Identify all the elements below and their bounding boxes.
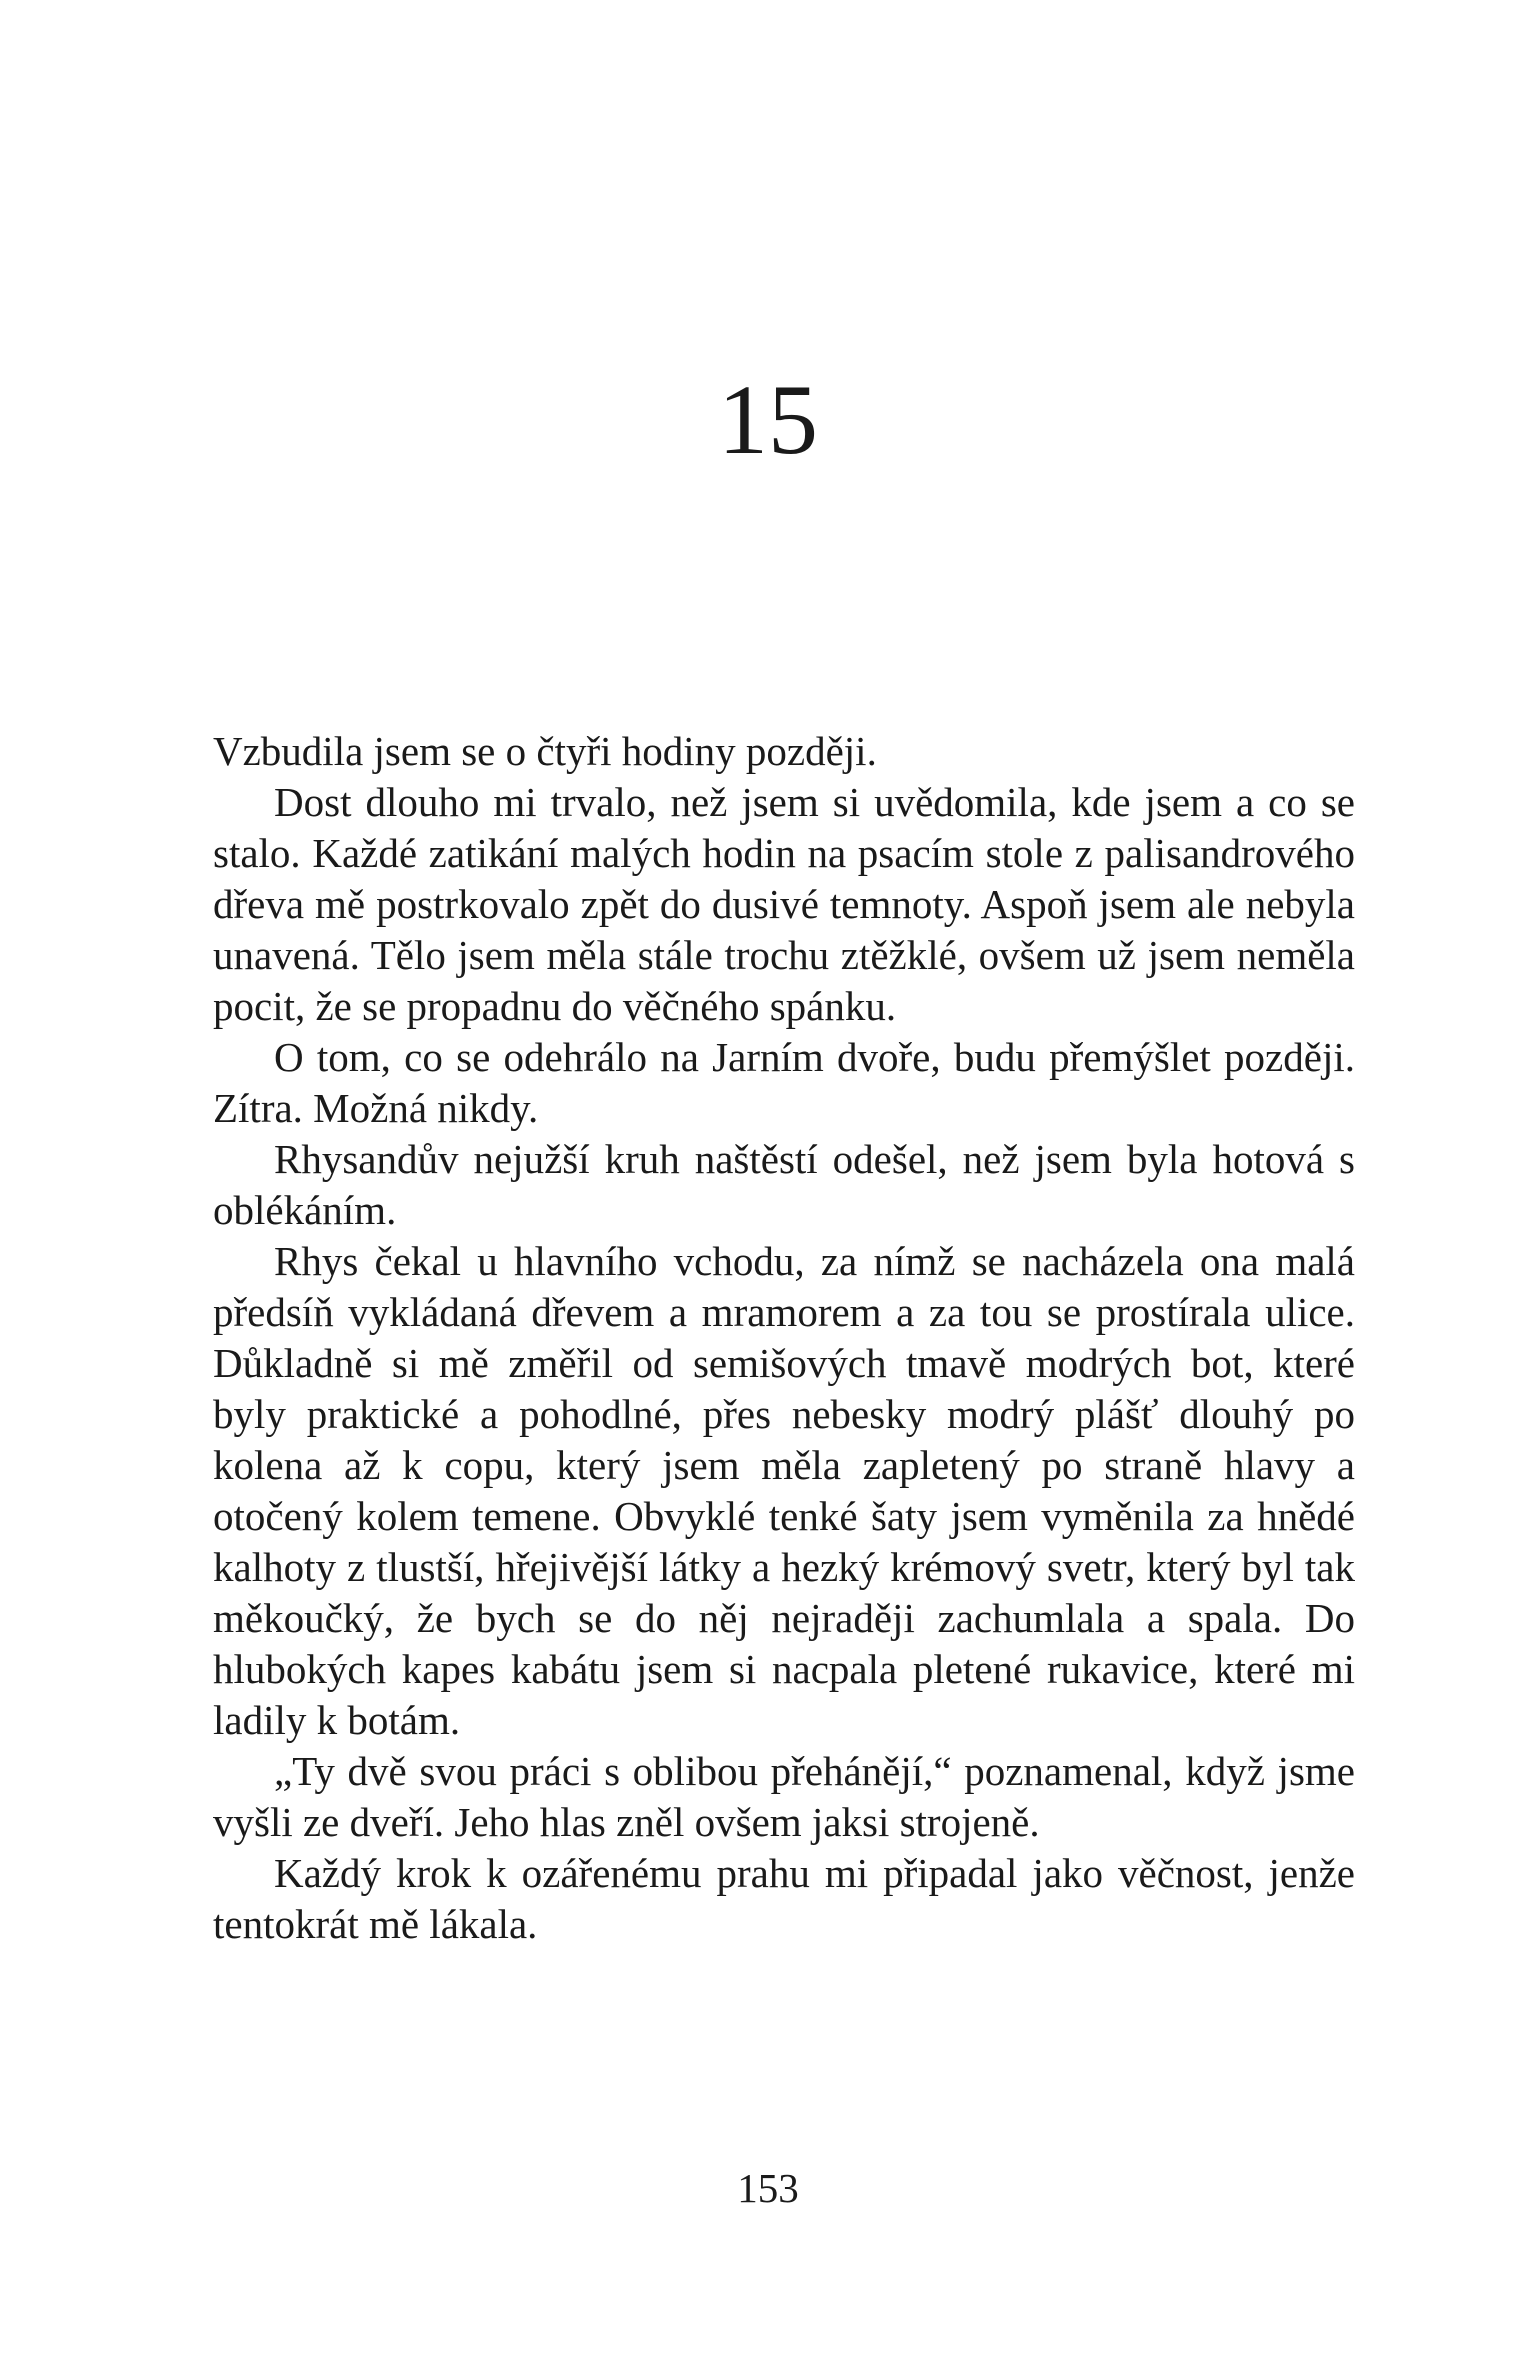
paragraph: Každý krok k ozářenému prahu mi připadal jako věčnost, jenže tentokrát mě lákala. xyxy=(213,1850,1355,1947)
paragraph: Rhys čekal u hlavního vchodu, za nímž se nacházela ona malá předsíň vykládaná dřevem a mramorem a za tou se prostírala ulice. Důkladně si mě změřil od semišových tmavě modrých bot, které byly praktické a pohodlné, přes nebesky modrý plášť dlouhý po kolena až k copu, který jsem měla zapletený po straně hlavy a otočený kolem temene. Obvyklé tenké šaty jsem vyměnila za hnědé kalhoty z tlustší, hřejivější látky a hezký krémový svetr, který byl tak měkoučký, že bych se do něj nejraději zachumlala a spala. Do hlubokých kapes kabátu jsem si nacpala pletené rukavice, které mi ladily k botám. xyxy=(213,1238,1355,1743)
chapter-number: 15 xyxy=(718,364,818,475)
paragraph: Rhysandův nejužší kruh naštěstí odešel, než jsem byla hotová s oblékáním. xyxy=(213,1136,1355,1233)
paragraph: Dost dlouho mi trvalo, než jsem si uvědomila, kde jsem a co se stalo. Každé zatikání malých hodin na psacím stole z palisandrového dřeva mě postrkovalo zpět do dusivé temnoty. Aspoň jsem ale nebyla unavená. Tělo jsem měla stále trochu ztěžklé, ovšem už jsem neměla pocit, že se propadnu do věčného spánku. xyxy=(213,779,1355,1029)
paragraph: Vzbudila jsem se o čtyři hodiny později. xyxy=(213,728,877,774)
body-text xyxy=(213,726,1355,1950)
paragraph: „Ty dvě svou práci s oblibou přehánějí,“ poznamenal, když jsme vyšli ze dveří. Jeho hlas zněl ovšem jaksi strojeně. xyxy=(213,1748,1355,1845)
page-number: 153 xyxy=(737,2165,799,2211)
paragraph: O tom, co se odehrálo na Jarním dvoře, budu přemýšlet později. Zítra. Možná nikdy. xyxy=(213,1034,1355,1131)
